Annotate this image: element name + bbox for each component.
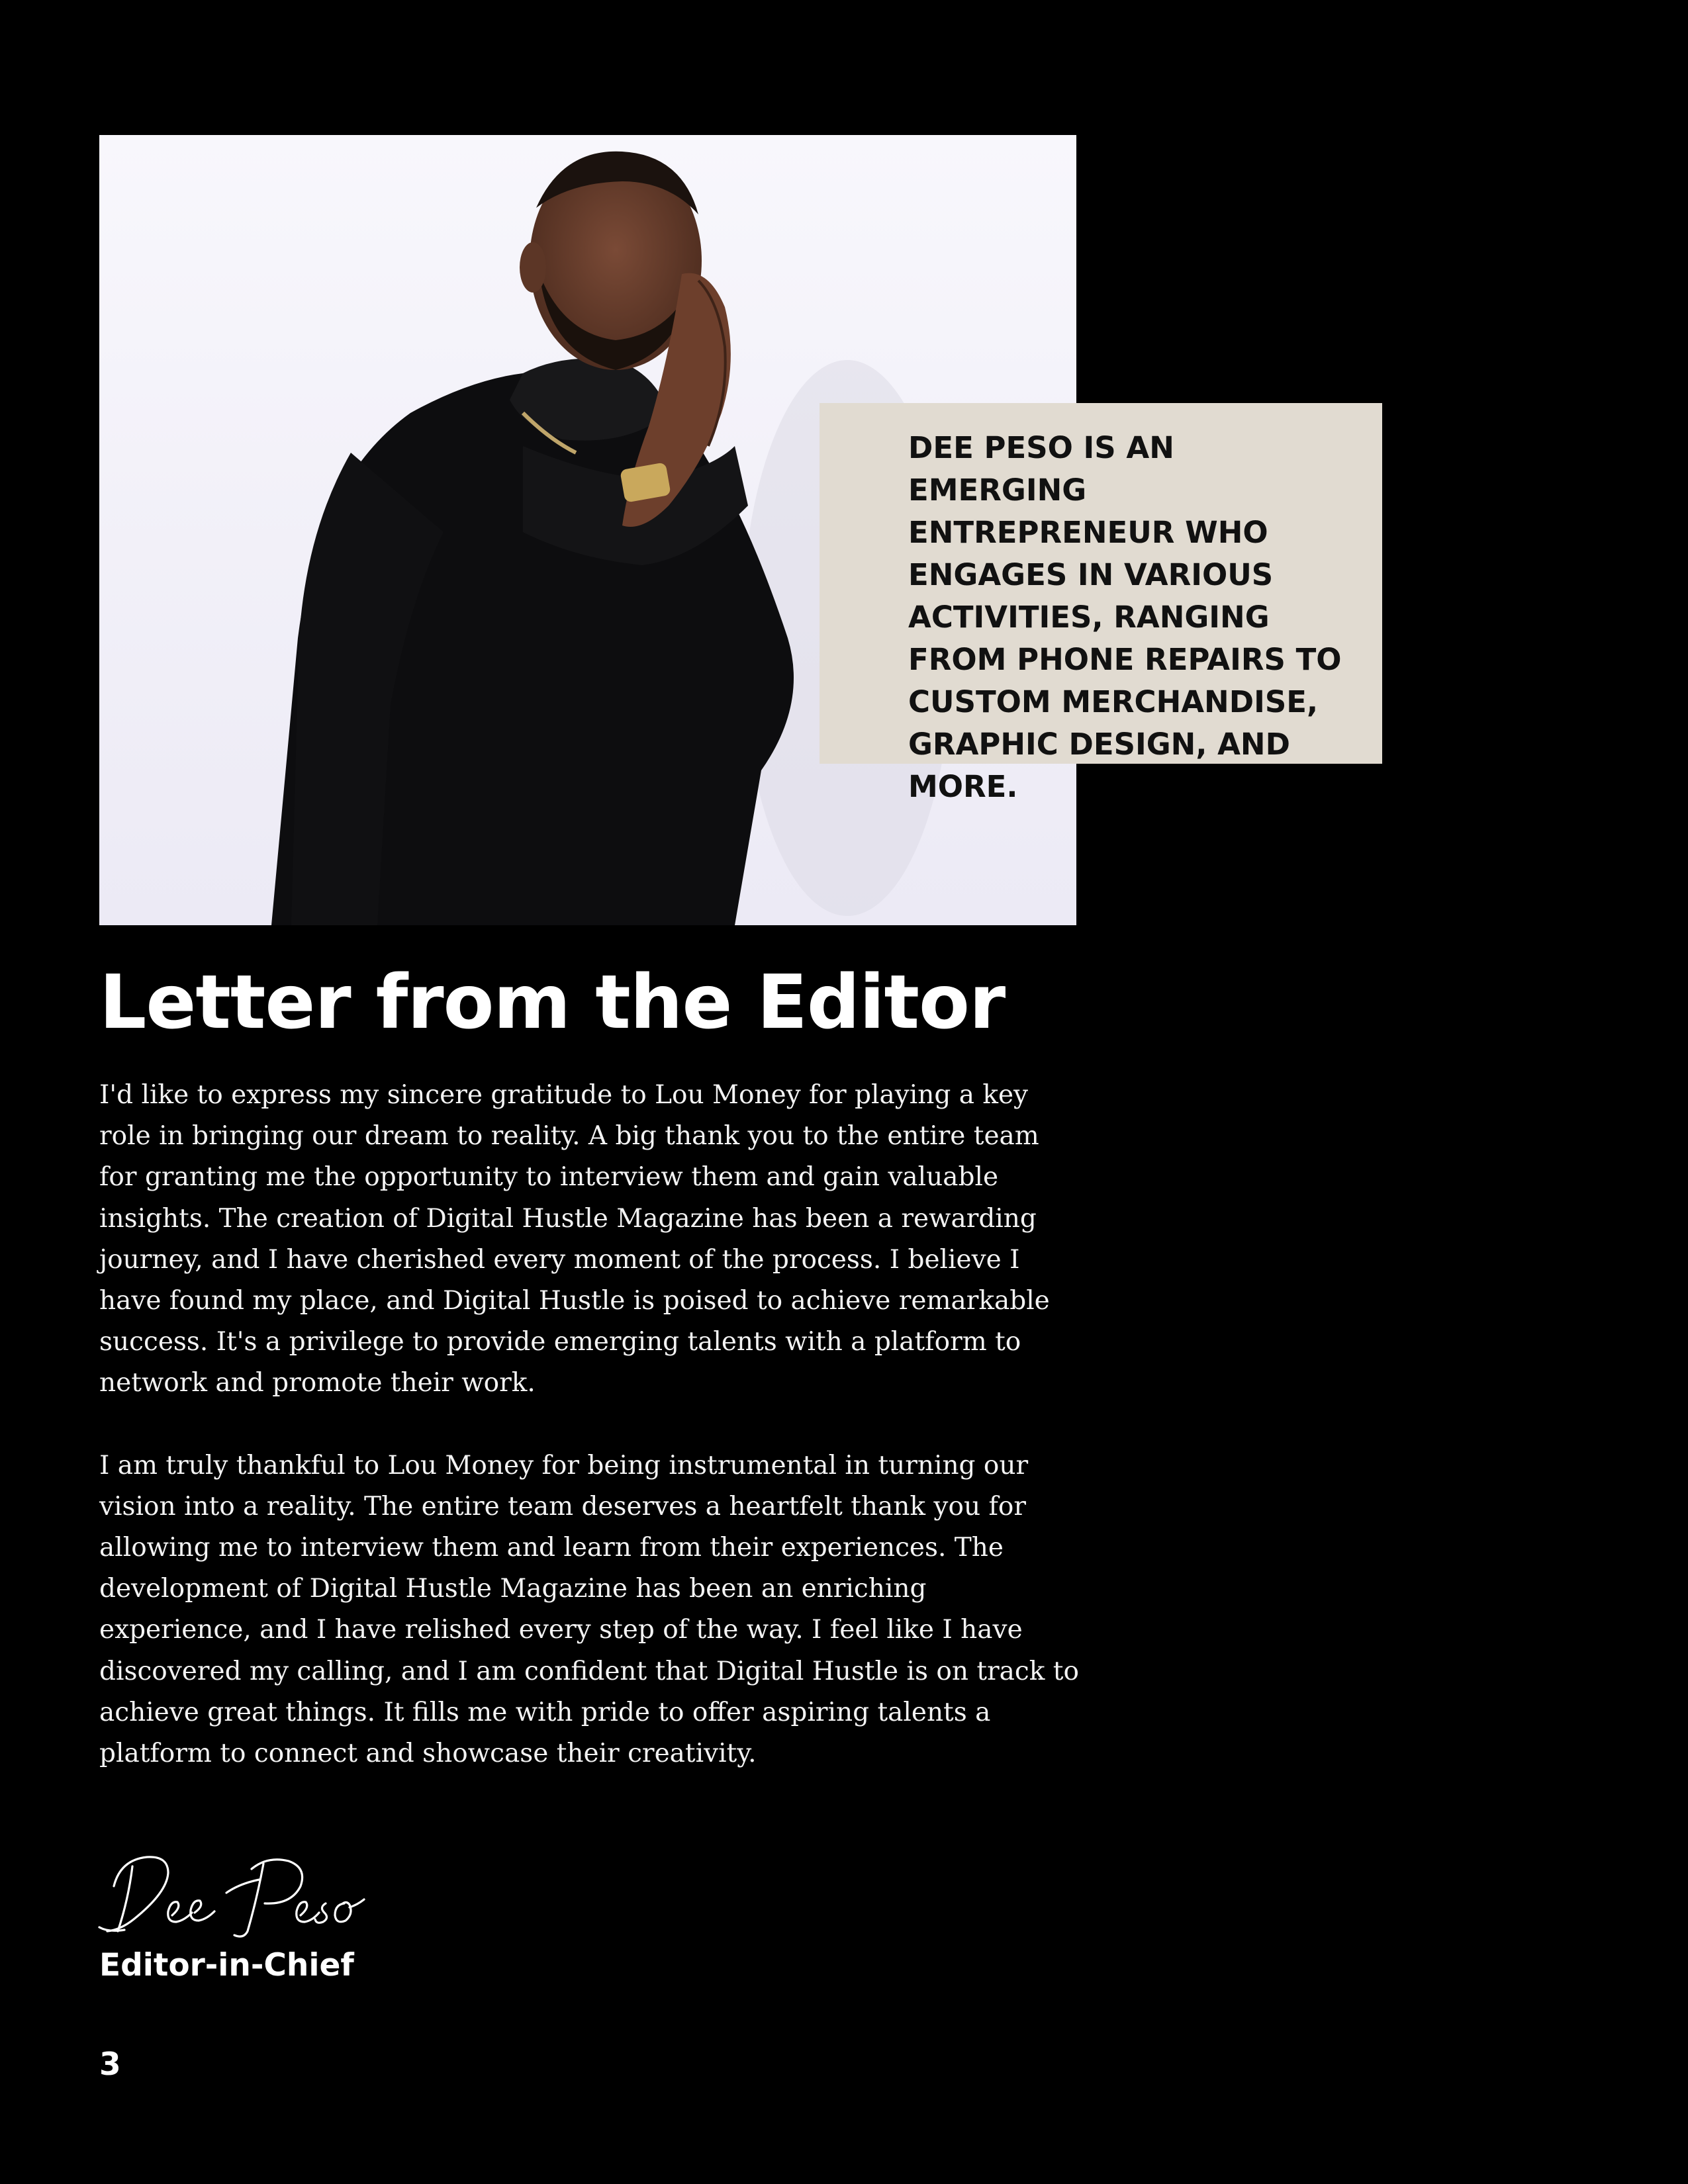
callout-text: DEE PESO IS AN EMERGING ENTREPRENEUR WHO ENGAGES IN VARIOUS ACTIVITIES, RANGING FROM PHONE REPAIRS TO CUSTOM MERCHANDISE, GRAPHIC DESIGN, AND MORE. xyxy=(908,430,1342,804)
letter-body xyxy=(99,1075,1079,1774)
profile-callout xyxy=(820,403,1382,804)
page-number: 3 xyxy=(99,2046,121,2083)
editor-role: Editor-in-Chief xyxy=(99,1947,354,1983)
letter-paragraph-2: I am truly thankful to Lou Money for being instrumental in turning our vision into a reality. The entire team deserves a heartfelt thank you for allowing me to interview them and learn from their experiences. The development of Digital Hustle Magazine has been an enriching experience, and I have relished every step of the way. I feel like I have discovered my calling, and I am confident that Digital Hustle is on track to achieve great things. It fills me with pride to offer aspiring talents a platform to connect and showcase their creativity. xyxy=(99,1450,1079,1769)
signature-graphic xyxy=(94,1846,399,1946)
page-title: Letter from the Editor xyxy=(99,960,1006,1046)
editor-signature xyxy=(94,1846,399,1946)
letter-paragraph-1: I'd like to express my sincere gratitude to Lou Money for playing a key role in bringing our dream to reality. A big thank you to the entire team for granting me the opportunity to interview them and gain valuable insights. The creation of Digital Hustle Magazine has been a rewarding journey, and I have cherished every moment of the process. I believe I have found my place, and Digital Hustle is poised to achieve remarkable success. It's a privilege to provide emerging talents with a platform to network and promote their work. xyxy=(99,1080,1050,1398)
